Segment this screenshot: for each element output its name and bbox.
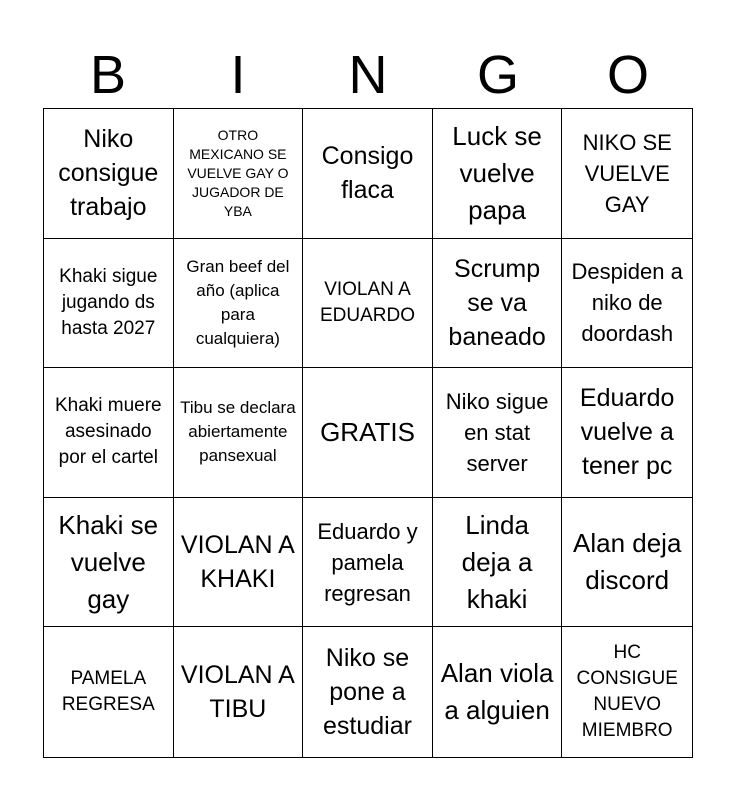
bingo-cell[interactable] <box>303 627 433 757</box>
cell-text: Scrump se va baneado <box>448 254 546 351</box>
cell-text: Linda deja a khaki <box>461 509 533 614</box>
bingo-cell[interactable] <box>174 498 304 628</box>
bingo-cell[interactable] <box>303 239 433 369</box>
cell-text: Gran beef del año (aplica para cualquiera) <box>186 256 290 348</box>
bingo-cell[interactable] <box>44 627 174 757</box>
cell-text: Niko sigue en stat server <box>445 388 549 476</box>
bingo-cell[interactable] <box>433 109 563 239</box>
bingo-cell[interactable] <box>433 239 563 369</box>
cell-text: Niko consigue trabajo <box>58 125 159 222</box>
cell-text: Eduardo y pamela regresan <box>317 518 418 606</box>
cell-text: HC CONSIGUE NUEVO MIEMBRO <box>576 642 678 742</box>
bingo-cell[interactable] <box>44 368 174 498</box>
bingo-header <box>43 42 693 108</box>
bingo-cell[interactable] <box>562 109 692 239</box>
cell-text: OTRO MEXICANO SE VUELVE GAY O JUGADOR DE YBA <box>187 126 289 219</box>
cell-text: Luck se vuelve papa <box>452 120 542 225</box>
cell-text: Despiden a niko de doordash <box>571 259 683 347</box>
cell-text: Khaki se vuelve gay <box>58 509 159 614</box>
bingo-cell[interactable] <box>562 627 692 757</box>
bingo-cell[interactable] <box>303 498 433 628</box>
cell-text: NIKO SE VUELVE GAY <box>582 129 672 217</box>
bingo-cell[interactable] <box>562 368 692 498</box>
bingo-cell[interactable] <box>562 239 692 369</box>
bingo-cell[interactable] <box>433 368 563 498</box>
header-letter-o: O <box>606 45 649 105</box>
cell-text: Alan deja discord <box>572 528 682 596</box>
bingo-cell[interactable] <box>174 109 304 239</box>
cell-text: GRATIS <box>320 416 415 447</box>
cell-text: Khaki muere asesinado por el cartel <box>54 395 162 469</box>
bingo-cell[interactable] <box>44 239 174 369</box>
cell-text: Eduardo vuelve a tener pc <box>579 384 675 481</box>
header-letter-b: B <box>89 45 127 105</box>
cell-text: VIOLAN A TIBU <box>180 661 295 724</box>
header-letter-n: N <box>348 45 388 105</box>
cell-text: Niko se pone a estudiar <box>323 644 412 741</box>
header-letter-g: G <box>476 45 519 105</box>
cell-text: VIOLAN A EDUARDO <box>319 278 415 326</box>
bingo-cell[interactable] <box>174 239 304 369</box>
cell-text: Alan viola a alguien <box>440 658 554 726</box>
bingo-cell[interactable] <box>44 498 174 628</box>
cell-text: Khaki sigue jugando ds hasta 2027 <box>59 265 158 339</box>
cell-text: PAMELA REGRESA <box>61 668 155 716</box>
cell-text: Consigo flaca <box>321 142 414 205</box>
bingo-cell[interactable] <box>303 109 433 239</box>
bingo-cell[interactable] <box>44 109 174 239</box>
bingo-cell[interactable] <box>174 627 304 757</box>
bingo-board <box>43 108 693 758</box>
bingo-cell[interactable] <box>562 498 692 628</box>
bingo-cell[interactable] <box>433 627 563 757</box>
bingo-cell[interactable] <box>433 498 563 628</box>
bingo-cell[interactable] <box>174 368 304 498</box>
header-letter-i: I <box>230 45 246 105</box>
bingo-cell free-space[interactable] <box>303 368 433 498</box>
cell-text: Tibu se declara abiertamente pansexual <box>180 398 296 466</box>
cell-text: VIOLAN A KHAKI <box>180 531 295 594</box>
